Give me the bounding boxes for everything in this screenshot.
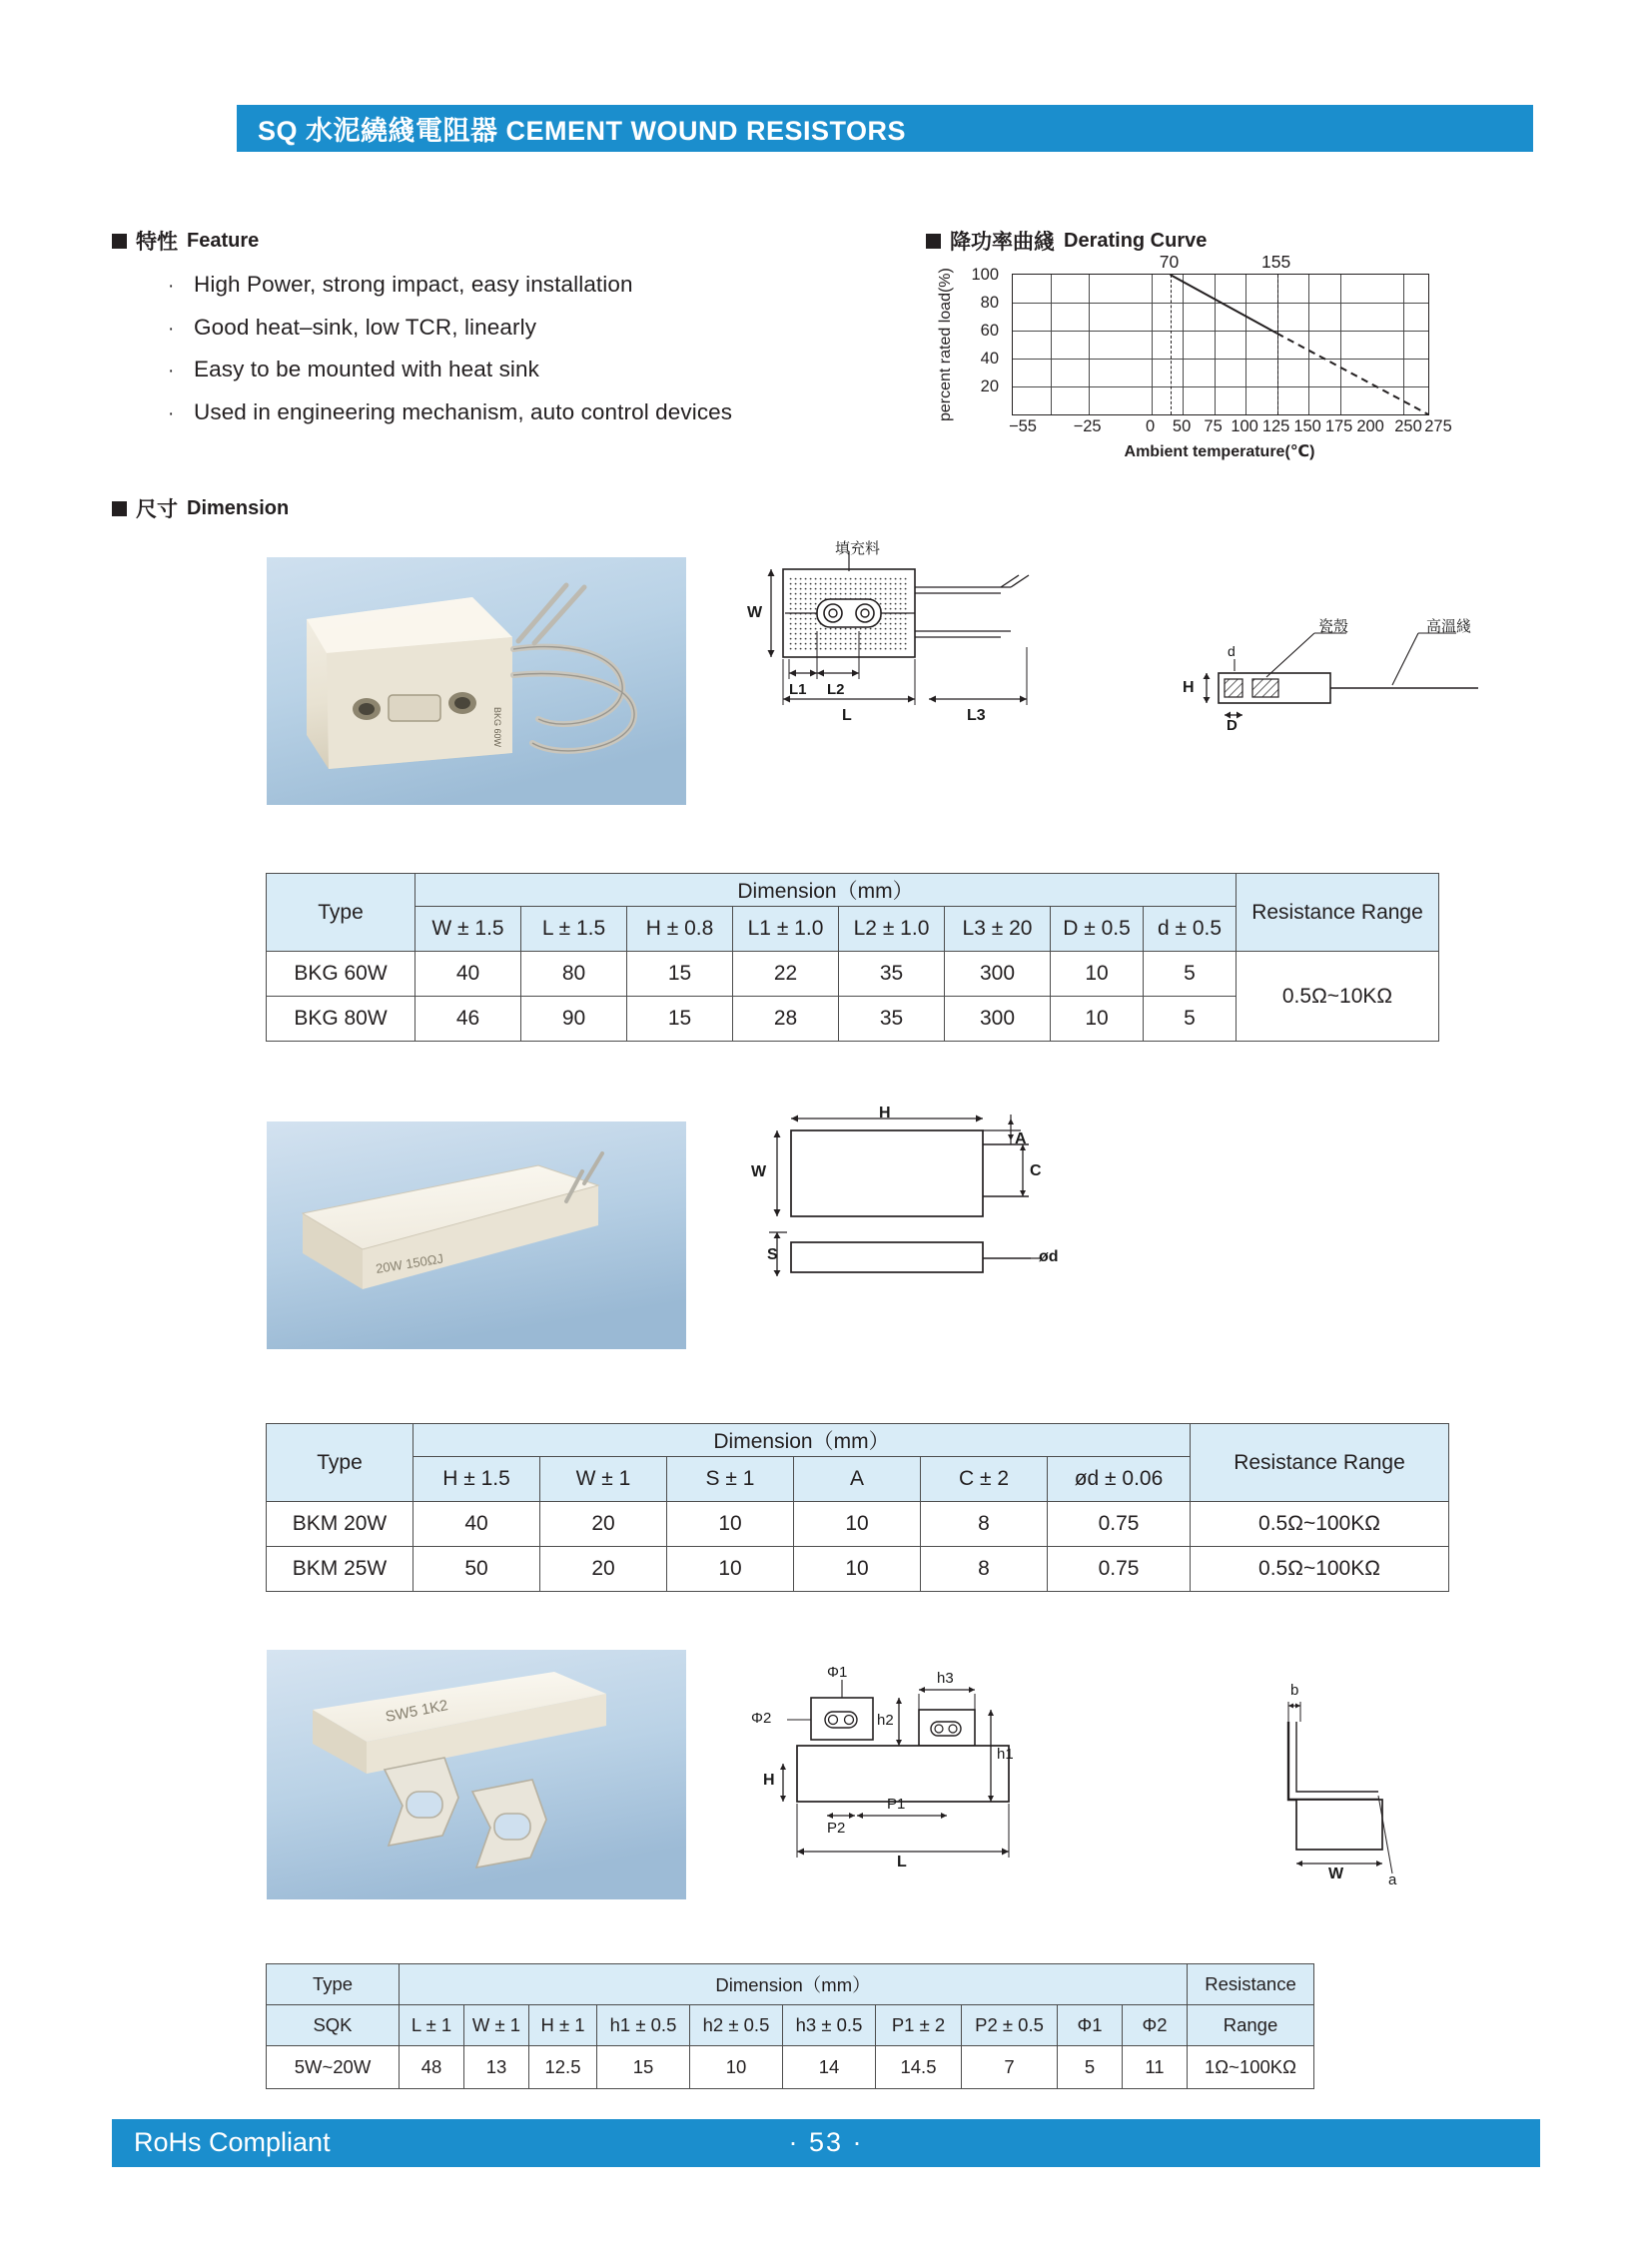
feature-list: [168, 272, 732, 441]
diagram-label-l2: L2: [827, 681, 845, 698]
chart-x-tick: −55: [1009, 417, 1037, 435]
chart-x-axis-label: Ambient temperature(℃): [1124, 443, 1315, 460]
table3-cell: 15: [597, 2046, 690, 2089]
dimension-heading-cn: 尺寸: [136, 498, 178, 521]
table1-col-header: L2 ± 1.0: [839, 907, 945, 952]
table-subheader-row: [267, 2005, 1314, 2046]
table1-resistance-header: Resistance Range: [1237, 874, 1439, 952]
feature-item: [168, 399, 732, 425]
table2-col-header: A: [794, 1457, 921, 1502]
table1-cell: 300: [945, 997, 1051, 1042]
diagram-label-phi1: Φ1: [827, 1664, 848, 1681]
table-row: [267, 1547, 1449, 1592]
table1-col-header: L ± 1.5: [521, 907, 627, 952]
feature-item: [168, 357, 732, 382]
diagram-label-h: H: [879, 1105, 891, 1121]
table-header-row: [267, 1964, 1314, 2005]
dimension-diagram-sqk-side-svg: [1229, 1688, 1458, 1887]
bullet-dot-icon: ·: [168, 318, 175, 340]
dimension-table-bkg: [266, 873, 1439, 1042]
diagram-label-d-big: D: [1227, 717, 1238, 734]
table1-cell: 22: [733, 952, 839, 997]
table2-cell: 40: [413, 1502, 540, 1547]
table1-type-cell: BKG 80W: [267, 997, 415, 1042]
chart-annotation-70: 70: [1159, 252, 1180, 272]
table3-col-header: L ± 1: [400, 2005, 464, 2046]
chart-y-tick: 20: [980, 377, 999, 395]
table3-cell: 7: [962, 2046, 1058, 2089]
diagram-label-a: a: [1388, 1871, 1397, 1888]
chart-y-tick: 80: [980, 294, 999, 312]
feature-item: [168, 315, 732, 341]
table1-cell: 35: [839, 952, 945, 997]
chart-y-tick: 40: [980, 350, 999, 368]
dimension-diagram-bkm: [739, 1105, 1079, 1313]
table1-cell: 10: [1051, 952, 1144, 997]
table3-col-header: h1 ± 0.5: [597, 2005, 690, 2046]
diagram-label-l3: L3: [967, 707, 986, 724]
diagram-label-w: W: [1328, 1866, 1344, 1882]
svg-text:BKG 60W: BKG 60W: [492, 707, 502, 748]
bullet-dot-icon: ·: [168, 361, 175, 381]
table3-col-header: P2 ± 0.5: [962, 2005, 1058, 2046]
diagram-label-c: C: [1030, 1162, 1042, 1179]
derating-heading-cn: 降功率曲綫: [950, 231, 1055, 254]
feature-section-heading: [112, 226, 259, 256]
feature-item-label: Easy to be mounted with heat sink: [194, 357, 539, 381]
dimension-diagram-sqk-svg: [739, 1668, 1099, 1887]
table1-cell: 46: [415, 997, 521, 1042]
feature-item-label: High Power, strong impact, easy installation: [194, 272, 633, 297]
table2-cell: 50: [413, 1547, 540, 1592]
diagram-label-h: H: [1183, 679, 1195, 696]
table2-col-header: W ± 1: [540, 1457, 667, 1502]
diagram-label-h2: h2: [877, 1712, 894, 1729]
footer-page-number: · 53 ·: [788, 2127, 864, 2157]
table2-cell: 0.75: [1048, 1547, 1191, 1592]
chart-annotation-155: 155: [1260, 252, 1291, 272]
diagram-label-p1: P1: [887, 1796, 906, 1813]
feature-item-label: Good heat–sink, low TCR, linearly: [194, 314, 537, 340]
table3-subtype-header: SQK: [267, 2005, 400, 2046]
diagram-label-h1: h1: [997, 1746, 1014, 1763]
bullet-square-icon: [112, 501, 127, 516]
footer-compliance-label: RoHs Compliant: [134, 2127, 331, 2157]
bullet-square-icon: [112, 234, 127, 249]
table2-type-cell: BKM 20W: [267, 1502, 413, 1547]
table1-col-header: L3 ± 20: [945, 907, 1051, 952]
table1-type-header: Type: [267, 874, 415, 952]
dimension-diagram-bkg-side: [1179, 619, 1508, 744]
table3-dimension-header: Dimension（mm）: [400, 1964, 1188, 2005]
table2-resistance-value: 0.5Ω~100KΩ: [1191, 1502, 1449, 1547]
table1-dimension-header: Dimension（mm）: [415, 874, 1237, 907]
dimension-diagram-sqk: [739, 1664, 1099, 1892]
diagram-label-s: S: [767, 1246, 778, 1263]
table1-cell: 10: [1051, 997, 1144, 1042]
table2-cell: 10: [794, 1502, 921, 1547]
diagram-label-h: H: [763, 1772, 775, 1789]
table1-cell: 15: [627, 997, 733, 1042]
table1-cell: 15: [627, 952, 733, 997]
table3-resistance-header-2: Range: [1188, 2005, 1314, 2046]
table1-cell: 5: [1144, 997, 1237, 1042]
table-header-row: [267, 1424, 1449, 1457]
table3-cell: 13: [464, 2046, 529, 2089]
table2-col-header: ød ± 0.06: [1048, 1457, 1191, 1502]
table3-col-header: h3 ± 0.5: [783, 2005, 876, 2046]
table1-cell: 80: [521, 952, 627, 997]
dimension-diagram-bkg: [739, 540, 1099, 742]
chart-x-tick: 0: [1146, 417, 1156, 435]
table2-cell: 0.75: [1048, 1502, 1191, 1547]
table2-cell: 20: [540, 1547, 667, 1592]
table1-cell: 40: [415, 952, 521, 997]
dimension-section-heading: [112, 493, 289, 523]
table2-cell: 8: [921, 1502, 1048, 1547]
chart-x-tick: 200: [1356, 417, 1384, 435]
chart-x-tick: 175: [1324, 417, 1353, 435]
chart-y-tick: 100: [971, 266, 999, 284]
product-photo-bkm-image: [267, 1121, 686, 1349]
diagram-label-l1: L1: [789, 681, 807, 698]
table1-type-cell: BKG 60W: [267, 952, 415, 997]
product-photo-sqk-image: [267, 1650, 686, 1899]
chart-x-tick: 150: [1293, 417, 1321, 435]
table1-col-header: L1 ± 1.0: [733, 907, 839, 952]
chart-y-axis-label: percent rated load(%): [937, 268, 954, 421]
table3-cell: 14.5: [876, 2046, 962, 2089]
svg-text:20W 150ΩJ: 20W 150ΩJ: [375, 1250, 444, 1276]
product-photo-bkg-image: [267, 557, 686, 805]
diagram-label-l: L: [897, 1854, 907, 1870]
product-photo-bkg: [267, 557, 686, 805]
diagram-label-l: L: [842, 707, 852, 724]
table-header-row: [267, 874, 1439, 907]
table3-cell: 5: [1058, 2046, 1123, 2089]
dimension-diagram-bkm-svg: [739, 1109, 1079, 1308]
table2-resistance-value: 0.5Ω~100KΩ: [1191, 1547, 1449, 1592]
dimension-diagram-sqk-side: [1229, 1682, 1458, 1892]
table2-col-header: H ± 1.5: [413, 1457, 540, 1502]
diagram-label-d-small: d: [1228, 643, 1236, 659]
derating-heading-en: Derating Curve: [1064, 229, 1208, 252]
table3-cell: 12.5: [529, 2046, 597, 2089]
table1-cell: 90: [521, 997, 627, 1042]
table3-resistance-value: 1Ω~100KΩ: [1188, 2046, 1314, 2089]
derating-curve-chart: [937, 252, 1498, 466]
table2-resistance-header: Resistance Range: [1191, 1424, 1449, 1502]
table-row: [267, 2046, 1314, 2089]
bullet-square-icon: [926, 234, 941, 249]
dimension-diagram-bkg-svg: [739, 547, 1099, 737]
feature-item: [168, 272, 732, 298]
table-row: [267, 952, 1439, 997]
diagram-label-od: ød: [1039, 1248, 1059, 1265]
diagram-label-w: W: [751, 1163, 767, 1180]
table3-resistance-header-1: Resistance: [1188, 1964, 1314, 2005]
table1-col-header: W ± 1.5: [415, 907, 521, 952]
chart-x-tick: 50: [1172, 417, 1192, 435]
table2-col-header: C ± 2: [921, 1457, 1048, 1502]
diagram-label-ceramic: 瓷殼: [1318, 618, 1349, 635]
table2-cell: 8: [921, 1547, 1048, 1592]
table1-cell: 5: [1144, 952, 1237, 997]
diagram-label-hiwire: 高溫綫: [1426, 618, 1472, 635]
diagram-label-a: A: [1015, 1130, 1027, 1147]
bullet-dot-icon: ·: [168, 276, 175, 297]
table3-col-header: Φ1: [1058, 2005, 1123, 2046]
product-photo-bkm: [267, 1121, 686, 1349]
table-row: [267, 1502, 1449, 1547]
table2-type-header: Type: [267, 1424, 413, 1502]
table2-col-header: S ± 1: [667, 1457, 794, 1502]
dimension-table-bkm: [266, 1423, 1449, 1592]
table3-cell: 10: [690, 2046, 783, 2089]
feature-heading-cn: 特性: [136, 231, 178, 254]
page-title-bar: [237, 105, 1533, 152]
diagram-label-phi2: Φ2: [751, 1710, 772, 1727]
chart-x-tick: −25: [1073, 417, 1102, 435]
chart-x-tick: 275: [1424, 417, 1452, 435]
diagram-label-w: W: [747, 604, 763, 621]
table3-type-cell: 5W~20W: [267, 2046, 400, 2089]
chart-plot-area: [1012, 274, 1429, 415]
table3-type-header: Type: [267, 1964, 400, 2005]
chart-x-tick: 100: [1231, 417, 1258, 435]
table2-cell: 20: [540, 1502, 667, 1547]
svg-text:SW5 1K2: SW5 1K2: [384, 1697, 449, 1726]
chart-x-tick: 125: [1261, 417, 1290, 435]
dimension-table-sqk: [266, 1963, 1314, 2089]
table3-cell: 14: [783, 2046, 876, 2089]
chart-x-tick: 250: [1394, 417, 1422, 435]
table2-cell: 10: [667, 1502, 794, 1547]
table3-col-header: W ± 1: [464, 2005, 529, 2046]
table2-type-cell: BKM 25W: [267, 1547, 413, 1592]
table3-cell: 11: [1123, 2046, 1188, 2089]
table1-resistance-value: 0.5Ω~10KΩ: [1237, 952, 1439, 1042]
table3-col-header: Φ2: [1123, 2005, 1188, 2046]
dimension-heading-en: Dimension: [187, 496, 290, 519]
diagram-label-filler: 填充料: [835, 540, 881, 557]
table3-col-header: H ± 1: [529, 2005, 597, 2046]
table3-col-header: P1 ± 2: [876, 2005, 962, 2046]
table2-dimension-header: Dimension（mm）: [413, 1424, 1191, 1457]
chart-curve: [1013, 275, 1428, 414]
table1-col-header: d ± 0.5: [1144, 907, 1237, 952]
table3-cell: 48: [400, 2046, 464, 2089]
chart-y-tick: 60: [980, 322, 999, 340]
table1-cell: 35: [839, 997, 945, 1042]
bullet-dot-icon: ·: [168, 402, 175, 424]
feature-heading-en: Feature: [187, 229, 260, 252]
diagram-label-p2: P2: [827, 1820, 846, 1837]
table1-col-header: H ± 0.8: [627, 907, 733, 952]
table3-col-header: h2 ± 0.5: [690, 2005, 783, 2046]
table1-cell: 300: [945, 952, 1051, 997]
table2-cell: 10: [794, 1547, 921, 1592]
diagram-label-b: b: [1290, 1682, 1299, 1699]
diagram-label-h3: h3: [937, 1670, 954, 1687]
feature-item-label: Used in engineering mechanism, auto control devices: [194, 398, 733, 424]
table2-cell: 10: [667, 1547, 794, 1592]
product-photo-sqk: [267, 1650, 686, 1899]
table1-cell: 28: [733, 997, 839, 1042]
chart-x-tick: 75: [1204, 417, 1223, 435]
page-title: SQ 水泥繞綫電阻器 CEMENT WOUND RESISTORS: [258, 116, 907, 146]
table1-col-header: D ± 0.5: [1051, 907, 1144, 952]
